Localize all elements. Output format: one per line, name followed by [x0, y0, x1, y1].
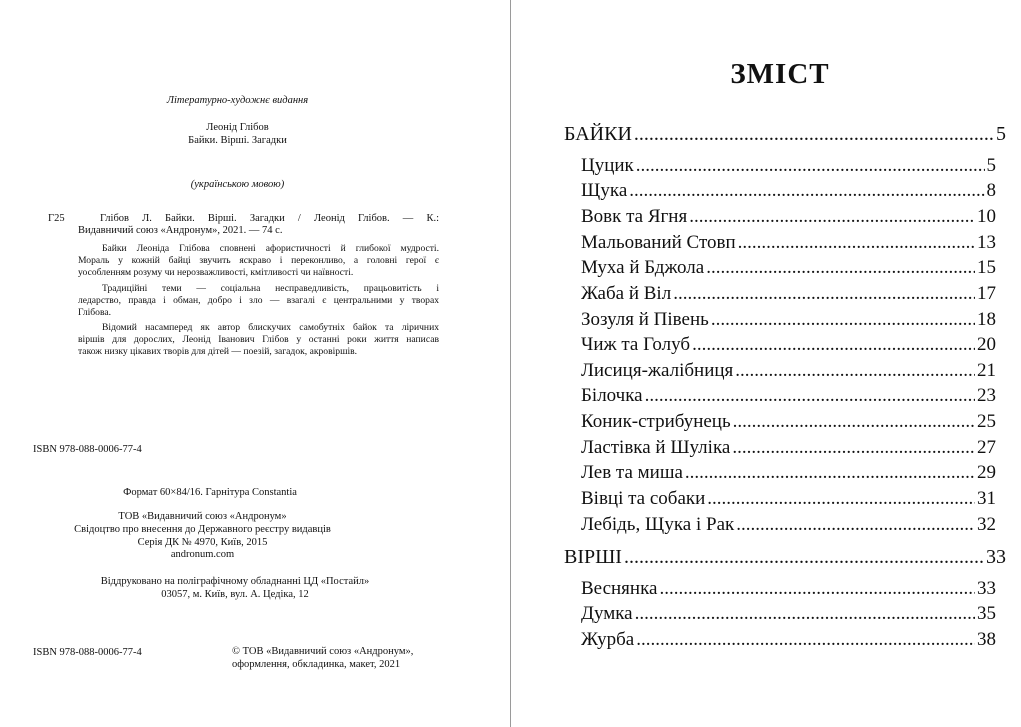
toc-page-number: 33 [986, 546, 1006, 568]
toc-entry [581, 578, 996, 600]
toc-leader-dots [736, 514, 975, 536]
publisher-block [0, 511, 405, 562]
toc-page-number: 13 [977, 232, 996, 253]
toc-label: Зозуля й Півень [581, 309, 709, 330]
toc-leader-dots [707, 488, 975, 510]
toc-entry [581, 309, 996, 331]
publisher-line: Свідоцтво про внесення до Державного реєстру видавців [74, 523, 331, 535]
toc-label: Ластівка й Шуліка [581, 437, 731, 458]
toc-page-number: 20 [977, 334, 996, 355]
toc-leader-dots [692, 334, 975, 356]
toc-page-number: 5 [996, 123, 1006, 145]
toc-label: Жаба й Віл [581, 283, 672, 304]
printed-address: 03057, м. Київ, вул. А. Цедіка, 12 [161, 588, 309, 600]
toc-label: Думка [581, 603, 633, 624]
toc-leader-dots [685, 462, 975, 484]
toc-entry [581, 514, 996, 536]
author-name: Леонід Глібов [206, 122, 269, 133]
copyright-line: оформлення, обкладинка, макет, 2021 [232, 658, 401, 670]
toc-section [564, 546, 1006, 569]
copyright-block [232, 646, 413, 672]
language-note: (українською мовою) [190, 179, 285, 190]
toc-page-number: 25 [977, 411, 996, 432]
bibliographic-record-line-2: Видавничий союз «Андронум», 2021. — 74 с. [78, 225, 283, 236]
toc-leader-dots [738, 232, 975, 254]
toc-label: Чиж та Голуб [581, 334, 691, 355]
toc-label: Лисиця-жалібниця [581, 360, 734, 381]
bibliographic-record-line-1: Глібов Л. Байки. Вірші. Загадки / Леонід Глібов. — К.: [100, 213, 439, 224]
annotation-line: Мораль у кожній байці звучить яскраво і переконливо, а головні герої є [78, 255, 439, 267]
toc-page-number: 21 [977, 360, 996, 381]
toc-section [564, 123, 1006, 146]
toc-label: Щука [581, 180, 628, 201]
toc-entry [581, 629, 996, 651]
annotation-line: ледарство, правда і обман, добро і зло — взагалі є центральними у творах [78, 295, 439, 307]
publication-type: Літературно-художнє видання [166, 95, 309, 106]
toc-leader-dots [711, 309, 975, 331]
annotation-paragraph [78, 243, 439, 280]
toc-page-number: 31 [977, 488, 996, 509]
toc-entry [581, 462, 996, 484]
toc-leader-dots [706, 257, 975, 279]
toc-label: Вівці та собаки [581, 488, 706, 509]
isbn-bottom: ISBN 978-088-0006-77-4 [33, 647, 142, 658]
toc-entry [581, 411, 996, 433]
left-page [0, 0, 510, 727]
toc-leader-dots [645, 385, 975, 407]
annotation-paragraph [78, 283, 439, 320]
toc-entry [581, 257, 996, 279]
publisher-line: Серія ДК № 4970, Київ, 2015 [137, 536, 268, 548]
toc-leader-dots [629, 180, 984, 202]
toc-entry [581, 180, 996, 202]
toc-leader-dots [673, 283, 975, 305]
toc-page-number: 29 [977, 462, 996, 483]
toc-page-number: 15 [977, 257, 996, 278]
toc-leader-dots [624, 546, 984, 569]
toc-entry [581, 232, 996, 254]
toc-label: Коник-стрибунець [581, 411, 731, 432]
toc-label: Вовк та Ягня [581, 206, 688, 227]
toc-leader-dots [733, 411, 975, 433]
toc-entry [581, 488, 996, 510]
toc-page-number: 35 [977, 603, 996, 624]
toc-page-number: 18 [977, 309, 996, 330]
toc-label: ВІРШІ [564, 546, 622, 568]
printed-line: Віддруковано на поліграфічному обладнанні ЦД «Постайл» [100, 576, 370, 587]
toc-page-number: 17 [977, 283, 996, 304]
toc-label: Муха й Бджола [581, 257, 705, 278]
copyright-line: © ТОВ «Видавничий союз «Андронум», [232, 646, 414, 657]
toc-page-number: 5 [986, 155, 996, 176]
toc-entry [581, 603, 996, 625]
isbn: ISBN 978-088-0006-77-4 [33, 444, 142, 455]
toc-leader-dots [636, 155, 985, 177]
toc-page-number: 38 [977, 629, 996, 650]
toc-label: Журба [581, 629, 635, 650]
toc-page-number: 23 [977, 385, 996, 406]
toc-entry [581, 155, 996, 177]
format-line: Формат 60×84/16. Гарнітура Constantia [123, 487, 297, 498]
toc-label: Мальований Стовп [581, 232, 736, 253]
printed-block [0, 576, 470, 602]
right-page [511, 0, 1021, 727]
toc-leader-dots [689, 206, 975, 228]
toc-leader-dots [635, 603, 975, 625]
toc-page-number: 8 [986, 180, 996, 201]
toc-entry [581, 437, 996, 459]
toc-leader-dots [732, 437, 975, 459]
toc-entry [581, 206, 996, 228]
annotation-line: Глібова. [78, 307, 112, 319]
toc-page-number: 27 [977, 437, 996, 458]
annotation-line: також низку цікавих творів для дітей — поезій, загадок, акровіршів. [78, 346, 358, 358]
toc-page-number: 33 [977, 578, 996, 599]
toc-entry [581, 385, 996, 407]
toc-label: Білочка [581, 385, 643, 406]
annotation-line: уособленням розуму чи нерозважливості, кмітливості чи наївності. [78, 267, 354, 279]
annotation-line: Байки Леоніда Глібова сповнені афористичності й глибокої мудрості. [102, 243, 439, 254]
toc-label: Цуцик [581, 155, 634, 176]
toc-label: Лебідь, Щука і Рак [581, 514, 735, 535]
toc-leader-dots [636, 629, 975, 651]
book-title: Байки. Вірші. Загадки [188, 135, 287, 146]
annotation-line: Відомий насамперед як автор блискучих самобутніх байок та ліричних [102, 322, 439, 333]
annotation-line: віршів для дорослих, Леонід Іванович Глібов у останні роки життя написав [78, 334, 439, 346]
toc-page-number: 32 [977, 514, 996, 535]
toc-label: БАЙКИ [564, 123, 632, 145]
toc-entry [581, 360, 996, 382]
annotation-line: Традиційні теми — соціальна несправедливість, працьовитість і [102, 283, 439, 294]
toc-leader-dots [634, 123, 994, 146]
toc-title: ЗМІСТ [730, 58, 830, 90]
toc-entry [581, 334, 996, 356]
catalog-code: Г25 [48, 213, 65, 224]
toc-label: Веснянка [581, 578, 658, 599]
toc-label: Лев та миша [581, 462, 683, 483]
toc-page-number: 10 [977, 206, 996, 227]
toc-leader-dots [659, 578, 975, 600]
publisher-line: ТОВ «Видавничий союз «Андронум» [118, 511, 287, 522]
publisher-website: andronum.com [170, 549, 235, 561]
annotation-paragraph [78, 322, 439, 359]
toc-entry [581, 283, 996, 305]
toc-leader-dots [735, 360, 975, 382]
